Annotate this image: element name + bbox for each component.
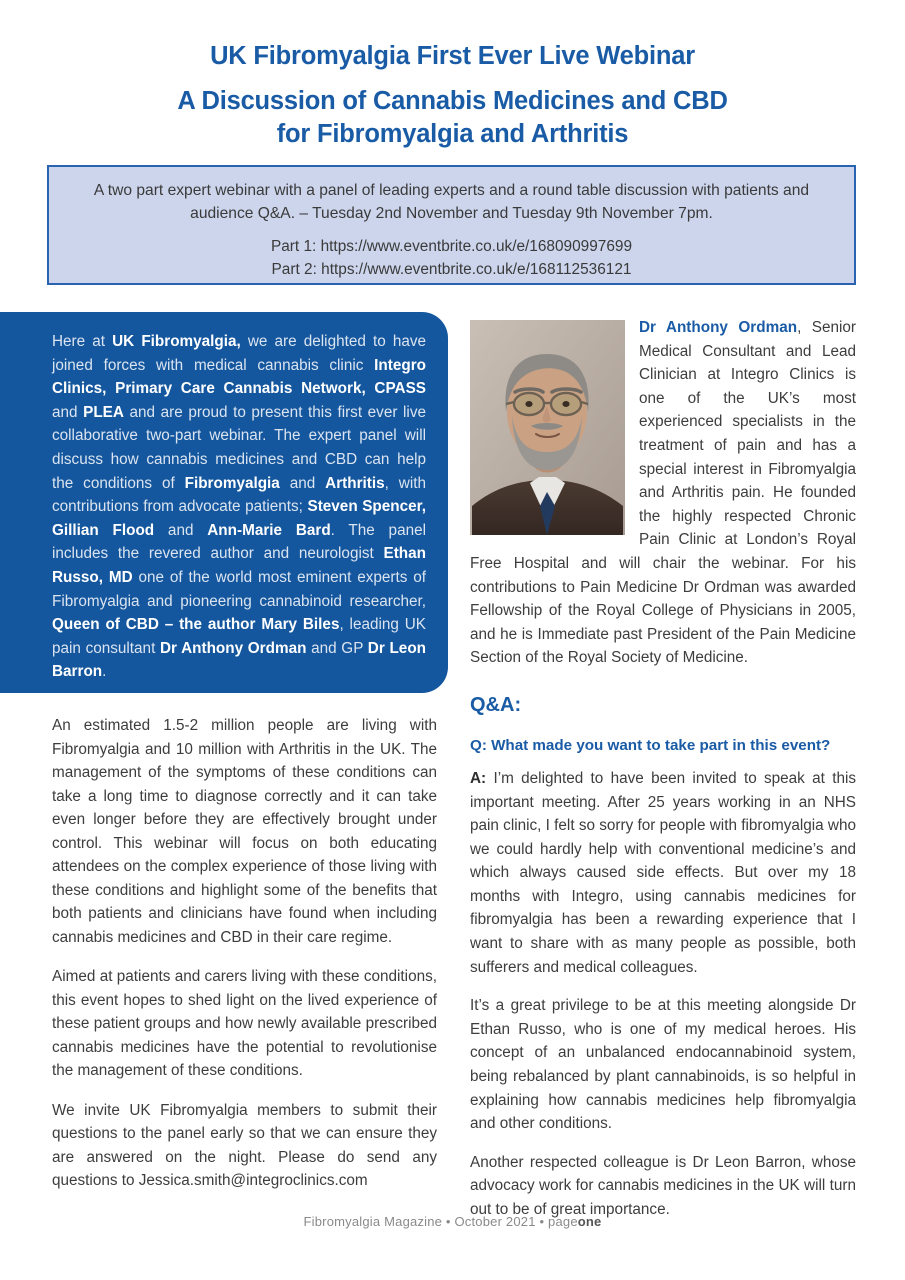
qa-answer-paragraph-2: It’s a great privilege to be at this meeting alongside Dr Ethan Russo, who is one of my medical heroes. His concept of an unbalanced endocannabinoid system, being rebalanced by plant cannabinoids, is so helpful in explaining how cannabis medicines help fibromyalgia and other conditions. <box>470 997 856 1133</box>
qa-question: Q: What made you want to take part in this event? <box>470 736 831 754</box>
qa-section-heading: Q&A: <box>470 693 522 716</box>
footer-page-number: one <box>577 1214 602 1229</box>
left-paragraph-1: An estimated 1.5-2 million people are living with Fibromyalgia and 10 million with Arthritis in the UK. The management of the symptoms of these conditions can take a long time to diagnose correctly and it can take even longer before they are effectively brought under control. This webinar will focus on both educating attendees on the complex experience of those living with these conditions and highlight some of the benefits that both patients and clinicians have found when including cannabis medicines and CBD in their care regime. <box>52 717 437 946</box>
dr-ordman-bio-text: , Senior Medical Consultant and Lead Clinician at Integro Clinics is one of the UK’s most experienced specialists in the treatment of pain and has a special interest in Fibromyalgia and Arthritis pain. He founded the highly respected Chronic Pain Clinic at London’s Royal Free Hospital and will chair the webinar. For his contributions to Pain Medicine Dr Ordman was awarded Fellowship of the Royal College of Physicians in 2005, and he is Immediate past President of the Pain Medicine Section of the Royal Society of Medicine. <box>470 319 857 667</box>
qa-answer-paragraph-1 <box>470 767 856 979</box>
qa-answer-text: I’m delighted to have been invited to speak at this important meeting. After 25 years working in an NHS pain clinic, I felt so sorry for people with fibromyalgia who we could hardly help with conventional medicine’s and which always caused side effects. But over my 18 months with Integro, using cannabis medicines for fibromyalgia has been a rewarding experience that I want to share with as many people as possible, both sufferers and medical colleagues. <box>470 769 856 976</box>
dr-anthony-ordman-photo <box>470 320 625 535</box>
page-title-line-3: for Fibromyalgia and Arthritis <box>276 120 629 148</box>
left-paragraph-3: We invite UK Fibromyalgia members to submit their questions to the panel early so that we can ensure they are answered on the night. Please do send any questions to Jessica.smith@integroclinics.com <box>52 1101 437 1189</box>
page-title-block <box>0 40 905 151</box>
eventbrite-link-part-1[interactable]: Part 1: https://www.eventbrite.co.uk/e/168090997699 <box>270 238 633 255</box>
webinar-info-box <box>47 165 856 285</box>
intro-highlight-panel <box>0 312 448 693</box>
page-title-line-2: A Discussion of Cannabis Medicines and CBD <box>177 87 728 115</box>
qa-answer-paragraph-3: Another respected colleague is Dr Leon Barron, whose advocacy work for cannabis medicines in the UK will turn out to be of great importance. <box>470 1153 856 1218</box>
page-footer <box>0 1214 905 1229</box>
footer-page-label: page <box>548 1214 578 1229</box>
dr-ordman-bio-name: Dr Anthony Ordman <box>639 319 798 336</box>
page-title-line-1: UK Fibromyalgia First Ever Live Webinar <box>210 42 695 70</box>
qa-answer-prefix: A: <box>470 769 487 787</box>
footer-issue-date: October 2021 <box>454 1214 536 1229</box>
webinar-links <box>63 235 840 281</box>
right-body-column <box>470 316 856 1222</box>
footer-separator-1: • <box>442 1214 455 1229</box>
intro-paragraph: Here at UK Fibromyalgia, we are delighted to have joined forces with medical cannabis clinic Integro Clinics, Primary Care Cannabis Network, CPASS and PLEA and are proud to present this first ever live collaborative two-part webinar. The expert panel will discuss how cannabis medicines and CBD can help the conditions of Fibromyalgia and Arthritis, with contributions from advocate patients; Steven Spencer, Gillian Flood and Ann-Marie Bard. The panel includes the revered author and neurologist Ethan Russo, MD one of the world most eminent experts of Fibromyalgia and pioneering cannabinoid researcher, Queen of CBD – the author Mary Biles, leading UK pain consultant Dr Anthony Ordman and GP Dr Leon Barron. <box>52 333 427 681</box>
eventbrite-link-part-2[interactable]: Part 2: https://www.eventbrite.co.uk/e/168112536121 <box>271 261 632 278</box>
left-body-column <box>52 714 437 1193</box>
footer-magazine-name: Fibromyalgia Magazine <box>303 1214 443 1229</box>
footer-separator-2: • <box>535 1214 549 1229</box>
left-paragraph-2: Aimed at patients and carers living with these conditions, this event hopes to shed light on the lived experience of these patient groups and how newly available prescribed cannabis medicines have the potential to revolutionise the management of these conditions. <box>52 968 437 1079</box>
webinar-description: A two part expert webinar with a panel of leading experts and a round table discussion with patients and audience Q&A. – Tuesday 2nd November and Tuesday 9th November 7pm. <box>93 182 810 222</box>
